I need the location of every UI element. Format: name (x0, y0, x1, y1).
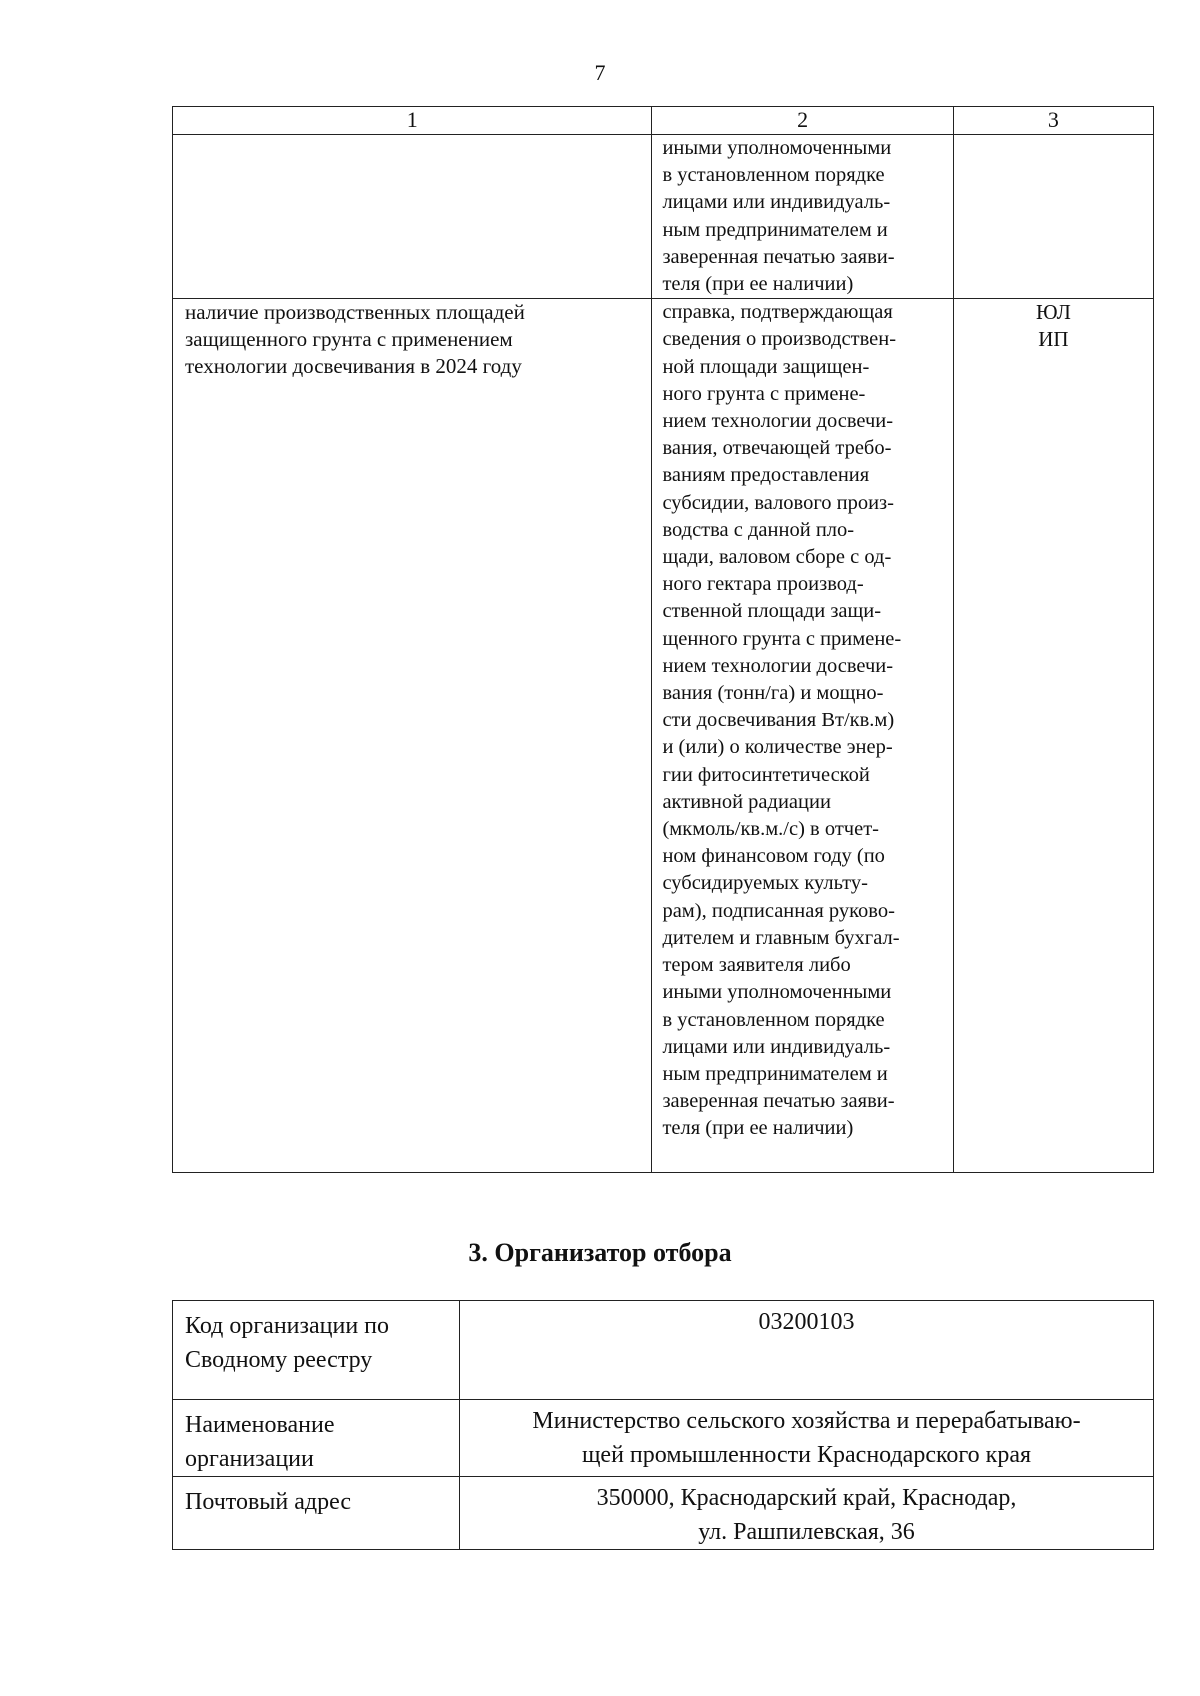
document-line: справка, подтверждающая (662, 301, 893, 324)
field-label (173, 1301, 460, 1400)
section-title: 3. Организатор отбора (468, 1238, 732, 1267)
field-label (173, 1477, 460, 1550)
document-line: нием технологии досвечи- (662, 410, 894, 433)
applicant-type: ЮЛ (1036, 300, 1071, 325)
applicant-cell (953, 135, 1153, 299)
label-line: Сводному реестру (185, 1347, 373, 1373)
label-line: организации (185, 1446, 314, 1472)
table-row (173, 299, 1154, 1173)
criterion-line: технологии досвечивания в 2024 году (185, 354, 522, 379)
document-line: щади, валовом сборе с од- (662, 546, 892, 569)
table-row (173, 1400, 1154, 1477)
label-line: Код организации по (185, 1313, 390, 1339)
field-value (460, 1301, 1154, 1400)
document-line: лицами или индивидуаль- (662, 1035, 891, 1058)
field-value (460, 1400, 1154, 1477)
document-line: заверенная печатью заяви- (662, 245, 895, 268)
applicant-type: ИП (1038, 327, 1069, 352)
label-line: Почтовый адрес (185, 1489, 352, 1515)
table-row (173, 135, 1154, 299)
document-line: теля (при ее наличии) (662, 1117, 854, 1140)
document-line: рам), подписанная руково- (662, 899, 895, 922)
document-line: ной площади защищен- (662, 355, 870, 378)
table-row (173, 1301, 1154, 1400)
value-line: ул. Рашпилевская, 36 (698, 1519, 915, 1545)
document-line: субсидии, валового произ- (662, 491, 894, 514)
value-line: 350000, Краснодарский край, Краснодар, (596, 1485, 1017, 1511)
document-line: дителем и главным бухгал- (662, 926, 900, 949)
label-line: Наименование (185, 1412, 335, 1438)
document-line: вания (тонн/га) и мощно- (662, 682, 884, 705)
document-line: ном финансовом году (по (662, 845, 885, 868)
requirements-table (172, 106, 1154, 1173)
field-value (460, 1477, 1154, 1550)
value-line: 03200103 (758, 1309, 855, 1335)
document-line: и (или) о количестве энер- (662, 736, 893, 759)
column-header-3: 3 (953, 107, 1153, 135)
document-line: ного грунта с примене- (662, 382, 866, 405)
page-number: 7 (594, 60, 606, 85)
document-line: лицами или индивидуаль- (662, 191, 891, 214)
value-line: Министерство сельского хозяйства и перерабатываю- (532, 1408, 1081, 1434)
applicant-cell (953, 299, 1153, 1173)
criterion-line: наличие производственных площадей (185, 300, 525, 325)
document-line: гии фитосинтетической (662, 763, 870, 786)
document-line: ного гектара производ- (662, 573, 864, 596)
document-line: в установленном порядке (662, 164, 885, 187)
document-cell (652, 299, 953, 1173)
column-header-2: 2 (652, 107, 953, 135)
criterion-line: защищенного грунта с применением (185, 327, 513, 352)
column-header-1: 1 (173, 107, 652, 135)
document-cell (652, 135, 953, 299)
document-line: ваниям предоставления (662, 464, 870, 487)
document-line: водства с данной пло- (662, 518, 855, 541)
criterion-cell (173, 135, 652, 299)
criterion-cell (173, 299, 652, 1173)
document-line: иными уполномоченными (662, 981, 892, 1004)
document-line: субсидируемых культу- (662, 872, 868, 895)
field-label (173, 1400, 460, 1477)
document-line: вания, отвечающей требо- (662, 437, 892, 460)
document-line: тером заявителя либо (662, 954, 851, 977)
value-line: щей промышленности Краснодарского края (581, 1442, 1032, 1468)
table-row (173, 1477, 1154, 1550)
table-header-row (173, 107, 1154, 135)
document-line: нием технологии досвечи- (662, 654, 894, 677)
document-line: ственной площади защи- (662, 600, 882, 623)
document-line: заверенная печатью заяви- (662, 1090, 895, 1113)
document-line: теля (при ее наличии) (662, 273, 854, 296)
document-line: сти досвечивания Вт/кв.м) (662, 709, 895, 732)
organizer-table (172, 1300, 1154, 1550)
document-line: сведения о производствен- (662, 328, 897, 351)
document-line: в установленном порядке (662, 1008, 885, 1031)
document-line: (мкмоль/кв.м./с) в отчет- (662, 818, 879, 841)
document-line: ным предпринимателем и (662, 218, 888, 241)
document-line: активной радиации (662, 790, 831, 813)
document-line: ным предпринимателем и (662, 1062, 888, 1085)
document-line: щенного грунта с примене- (662, 627, 902, 650)
document-line: иными уполномоченными (662, 137, 892, 159)
